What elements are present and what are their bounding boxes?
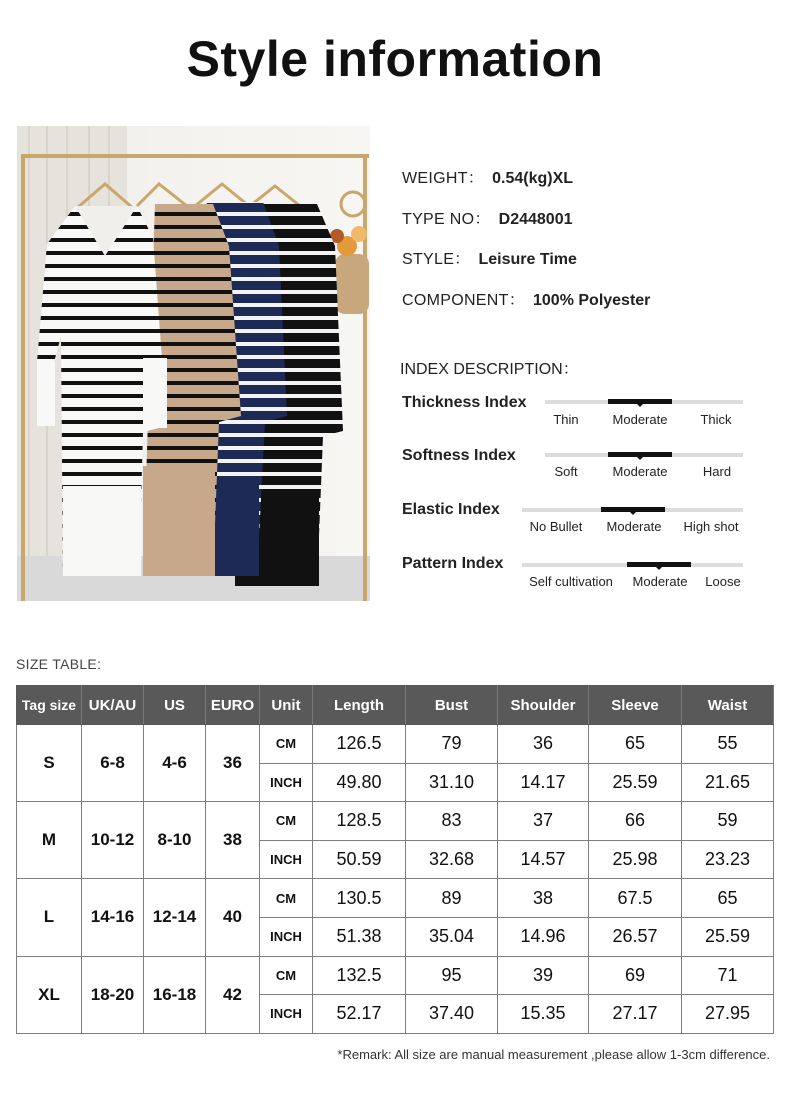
- softness-option: Moderate: [612, 464, 668, 479]
- unit-cell: INCH: [260, 995, 313, 1034]
- shoulder-cell: 14.57: [498, 840, 589, 879]
- euro-cell: 38: [206, 802, 260, 879]
- table-row: [17, 725, 774, 764]
- sleeve-cell: 27.17: [589, 995, 682, 1034]
- waist-cell: 25.59: [682, 917, 774, 956]
- euro-cell: 36: [206, 725, 260, 802]
- us-cell: 4-6: [144, 725, 206, 802]
- page-title: Style information: [186, 31, 604, 87]
- sleeve-cell: 65: [589, 725, 682, 764]
- waist-cell: 71: [682, 956, 774, 995]
- elastic-index-label: Elastic Index: [402, 501, 500, 518]
- softness-marker-icon: [636, 456, 644, 460]
- unit-cell: CM: [260, 725, 313, 764]
- column-header: Shoulder: [498, 686, 589, 725]
- column-header: UK/AU: [82, 686, 144, 725]
- column-header: Length: [313, 686, 406, 725]
- length-cell: 50.59: [313, 840, 406, 879]
- weight-value: 0.54(kg)XL: [492, 170, 574, 187]
- waist-cell: 23.23: [682, 840, 774, 879]
- thickness-option: Thick: [700, 412, 732, 427]
- softness-option: Soft: [554, 464, 578, 479]
- sleeve-cell: 25.59: [589, 763, 682, 802]
- unit-cell: CM: [260, 802, 313, 841]
- pattern-scale: [522, 563, 743, 567]
- shoulder-cell: 37: [498, 802, 589, 841]
- unit-cell: CM: [260, 956, 313, 995]
- elastic-option: Moderate: [606, 519, 662, 534]
- unit-cell: INCH: [260, 917, 313, 956]
- shoulder-cell: 36: [498, 725, 589, 764]
- waist-cell: 59: [682, 802, 774, 841]
- elastic-marker-icon: [629, 511, 637, 515]
- thickness-index-label: Thickness Index: [402, 394, 527, 411]
- table-row: [17, 879, 774, 918]
- size-table: [16, 685, 774, 1034]
- type-no-row: [402, 206, 572, 229]
- shoulder-cell: 39: [498, 956, 589, 995]
- tag-size-cell: XL: [17, 956, 82, 1033]
- softness-option: Hard: [702, 464, 732, 479]
- column-header: US: [144, 686, 206, 725]
- sleeve-cell: 26.57: [589, 917, 682, 956]
- euro-cell: 40: [206, 879, 260, 956]
- weight-row: [402, 165, 573, 188]
- waist-cell: 55: [682, 725, 774, 764]
- thickness-scale: [545, 400, 743, 404]
- uk-au-cell: 18-20: [82, 956, 144, 1033]
- column-header: EURO: [206, 686, 260, 725]
- length-cell: 128.5: [313, 802, 406, 841]
- pattern-marker-icon: [655, 566, 663, 570]
- us-cell: 16-18: [144, 956, 206, 1033]
- index-description-title: INDEX DESCRIPTION：: [400, 361, 579, 378]
- pattern-index-label: Pattern Index: [402, 555, 504, 572]
- column-header: Tag size: [17, 686, 82, 725]
- component-label: COMPONENT：: [402, 292, 525, 309]
- pattern-option: Self cultivation: [529, 574, 613, 589]
- sleeve-cell: 66: [589, 802, 682, 841]
- table-row: [17, 956, 774, 995]
- euro-cell: 42: [206, 956, 260, 1033]
- tag-size-cell: S: [17, 725, 82, 802]
- length-cell: 132.5: [313, 956, 406, 995]
- bust-cell: 79: [406, 725, 498, 764]
- thickness-marker-icon: [636, 403, 644, 407]
- style-row: [402, 246, 577, 269]
- weight-label: WEIGHT：: [402, 170, 485, 187]
- bust-cell: 83: [406, 802, 498, 841]
- column-header: Sleeve: [589, 686, 682, 725]
- component-row: [402, 287, 650, 310]
- type-no-value: D2448001: [498, 211, 573, 228]
- thickness-option: Moderate: [612, 412, 668, 427]
- bust-cell: 32.68: [406, 840, 498, 879]
- us-cell: 12-14: [144, 879, 206, 956]
- shoulder-cell: 38: [498, 879, 589, 918]
- thickness-option: Thin: [553, 412, 579, 427]
- component-value: 100% Polyester: [533, 292, 651, 309]
- length-cell: 52.17: [313, 995, 406, 1034]
- uk-au-cell: 6-8: [82, 725, 144, 802]
- bust-cell: 31.10: [406, 763, 498, 802]
- softness-index-label: Softness Index: [402, 447, 516, 464]
- tag-size-cell: L: [17, 879, 82, 956]
- length-cell: 51.38: [313, 917, 406, 956]
- column-header: Bust: [406, 686, 498, 725]
- table-row: [17, 802, 774, 841]
- style-label: STYLE：: [402, 251, 471, 268]
- sleeve-cell: 69: [589, 956, 682, 995]
- waist-cell: 65: [682, 879, 774, 918]
- length-cell: 126.5: [313, 725, 406, 764]
- type-no-label: TYPE NO：: [402, 211, 491, 228]
- sleeve-cell: 25.98: [589, 840, 682, 879]
- unit-cell: CM: [260, 879, 313, 918]
- bust-cell: 89: [406, 879, 498, 918]
- us-cell: 8-10: [144, 802, 206, 879]
- size-table-title: SIZE TABLE:: [16, 656, 102, 672]
- elastic-option: No Bullet: [529, 519, 583, 534]
- shoulder-cell: 14.96: [498, 917, 589, 956]
- column-header: Unit: [260, 686, 313, 725]
- elastic-option: High shot: [683, 519, 739, 534]
- waist-cell: 27.95: [682, 995, 774, 1034]
- table-header-row: [17, 686, 774, 725]
- length-cell: 49.80: [313, 763, 406, 802]
- sleeve-cell: 67.5: [589, 879, 682, 918]
- pattern-option: Loose: [705, 574, 741, 589]
- tag-size-cell: M: [17, 802, 82, 879]
- pattern-option: Moderate: [632, 574, 688, 589]
- waist-cell: 21.65: [682, 763, 774, 802]
- shoulder-cell: 15.35: [498, 995, 589, 1034]
- uk-au-cell: 14-16: [82, 879, 144, 956]
- shoulder-cell: 14.17: [498, 763, 589, 802]
- unit-cell: INCH: [260, 840, 313, 879]
- length-cell: 130.5: [313, 879, 406, 918]
- product-photo: [17, 126, 370, 601]
- bust-cell: 37.40: [406, 995, 498, 1034]
- softness-scale: [545, 453, 743, 457]
- bust-cell: 95: [406, 956, 498, 995]
- style-value: Leisure Time: [478, 251, 577, 268]
- elastic-scale: [522, 508, 743, 512]
- bust-cell: 35.04: [406, 917, 498, 956]
- remark-note: *Remark: All size are manual measurement ,please allow 1-3cm difference.: [337, 1047, 770, 1062]
- uk-au-cell: 10-12: [82, 802, 144, 879]
- column-header: Waist: [682, 686, 774, 725]
- unit-cell: INCH: [260, 763, 313, 802]
- dresses-on-rack-image: [17, 126, 370, 601]
